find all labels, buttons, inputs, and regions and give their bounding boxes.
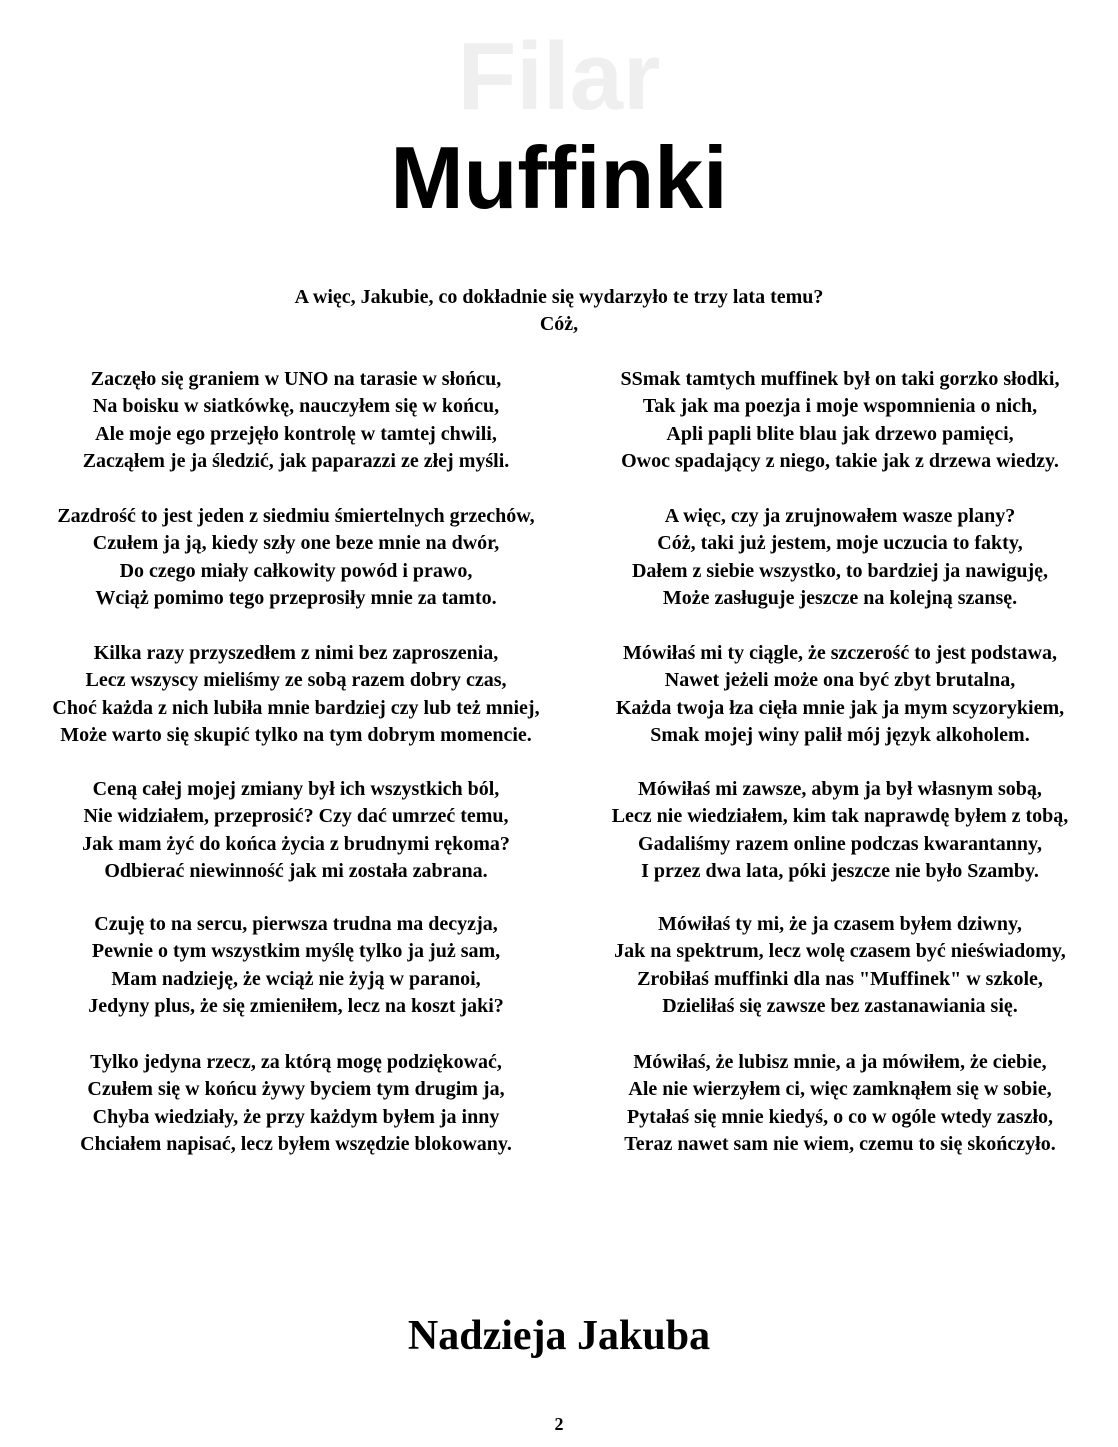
verse-line: Może warto się skupić tylko na tym dobrym momencie. [60,723,532,746]
verse-line: Odbierać niewinność jak mi została zabrana. [104,859,488,882]
verse-line: Jedyny plus, że się zmieniłem, lecz na koszt jaki? [88,994,504,1017]
left-stanza [0,503,592,612]
page-number: 2 [554,1414,564,1434]
verse-line: Czuję to na sercu, pierwsza trudna ma decyzja, [94,913,498,935]
right-stanza [560,911,1118,1020]
left-stanza [0,911,592,1020]
right-stanza [560,503,1118,612]
verse-line: Jak na spektrum, lecz wolę czasem być nieświadomy, [614,940,1066,963]
verse-line: Chyba wiedziały, że przy każdym byłem ja inny [92,1105,500,1128]
verse-line: Na boisku w siatkówkę, nauczyłem się w końcu, [92,395,500,418]
verse-line: Nawet jeżeli może ona być zbyt brutalna, [664,669,1016,692]
left-stanza [0,776,592,885]
verse-line: Jak mam żyć do końca życia z brudnymi rękoma? [82,832,510,855]
verse-line: Ale nie wierzyłem ci, więc zamknąłem się w sobie, [628,1078,1052,1101]
verse-line: Mam nadzieję, że wciąż nie żyją w paranoi, [111,967,481,990]
verse-line: Każda twoja łza cięła mnie jak ja mym scyzorykiem, [615,696,1065,719]
verse-line: Apli papli blite blau jak drzewo pamięci, [666,422,1014,445]
intro-line: Cóż, [539,313,579,335]
intro-line: A więc, Jakubie, co dokładnie się wydarzyło te trzy lata temu? [294,286,824,308]
verse-line: Czułem się w końcu żywy byciem tym drugim ja, [87,1078,505,1101]
verse-line: Cóż, taki już jestem, moje uczucia to fakty, [657,532,1023,555]
verse-line: Pewnie o tym wszystkim myślę tylko ja już sam, [91,940,501,963]
verse-line: Lecz nie wiedziałem, kim tak naprawdę byłem z tobą, [611,805,1069,828]
verse-line: Mówiłaś ty mi, że ja czasem byłem dziwny, [658,913,1022,935]
left-stanza [0,640,592,749]
verse-line: Mówiłaś, że lubisz mnie, a ja mówiłem, że ciebie, [633,1051,1047,1073]
verse-line: Zacząłem je ja śledzić, jak paparazzi ze złej myśli. [82,449,510,472]
right-stanza [560,640,1118,749]
verse-line: Ale moje ego przejęło kontrolę w tamtej chwili, [95,422,497,445]
verse-line: Ceną całej mojej zmiany był ich wszystkich ból, [92,778,500,800]
left-stanza [0,1049,592,1158]
verse-line: Może zasługuje jeszcze na kolejną szansę. [662,586,1018,609]
verse-line: Tak jak ma poezja i moje wspomnienia o nich, [642,395,1038,418]
verse-line: Dałem z siebie wszystko, to bardziej ja nawiguję, [631,559,1049,582]
poem-title: Muffinki [390,128,728,227]
verse-line: Mówiłaś mi ty ciągle, że szczerość to jest podstawa, [623,642,1057,664]
verse-line: Chciałem napisać, lecz byłem wszędzie blokowany. [80,1132,512,1155]
verse-line: Pytałaś się mnie kiedyś, o co w ogóle wtedy zaszło, [626,1105,1054,1128]
right-stanza [560,366,1118,475]
verse-line: Do czego miały całkowity powód i prawo, [119,559,473,582]
right-stanza [560,1049,1118,1158]
verse-line: Mówiłaś mi zawsze, abym ja był własnym sobą, [638,778,1042,800]
left-stanza [0,366,592,475]
verse-line: Zaczęło się graniem w UNO na tarasie w słońcu, [90,368,502,390]
verse-line: Gadaliśmy razem online podczas kwarantanny, [638,832,1042,855]
right-stanza [560,776,1118,885]
verse-line: Kilka razy przyszedłem z nimi bez zaproszenia, [93,642,499,664]
verse-line: Dzieliłaś się zawsze bez zastanawiania się. [662,994,1018,1017]
verse-line: Lecz wszyscy mieliśmy ze sobą razem dobry czas, [85,669,507,692]
verse-line: Zazdrość to jest jeden z siedmiu śmiertelnych grzechów, [57,505,535,527]
verse-line: Teraz nawet sam nie wiem, czemu to się skończyło. [624,1132,1056,1155]
verse-line: Wciąż pomimo tego przeprosiły mnie za tamto. [95,586,497,609]
verse-line: I przez dwa lata, póki jeszcze nie było Szamby. [641,859,1039,882]
verse-line: Tylko jedyna rzecz, za którą mogę podziękować, [90,1051,502,1073]
verse-line: Choć każda z nich lubiła mnie bardziej czy lub też mniej, [52,696,540,719]
verse-line: A więc, czy ja zrujnowałem wasze plany? [664,505,1016,527]
footer-title: Nadzieja Jakuba [407,1313,711,1359]
verse-line: Smak mojej winy palił mój język alkoholem. [650,723,1030,746]
verse-line: Nie widziałem, przeprosić? Czy dać umrzeć temu, [83,805,509,828]
watermark: Filar [457,23,661,130]
verse-line: Owoc spadający z niego, takie jak z drzewa wiedzy. [621,449,1059,472]
verse-line: Zrobiłaś muffinki dla nas "Muffinek" w szkole, [637,967,1043,990]
verse-line: SSmak tamtych muffinek był on taki gorzko słodki, [620,368,1060,390]
verse-line: Czułem ja ją, kiedy szły one beze mnie na dwór, [92,532,500,555]
